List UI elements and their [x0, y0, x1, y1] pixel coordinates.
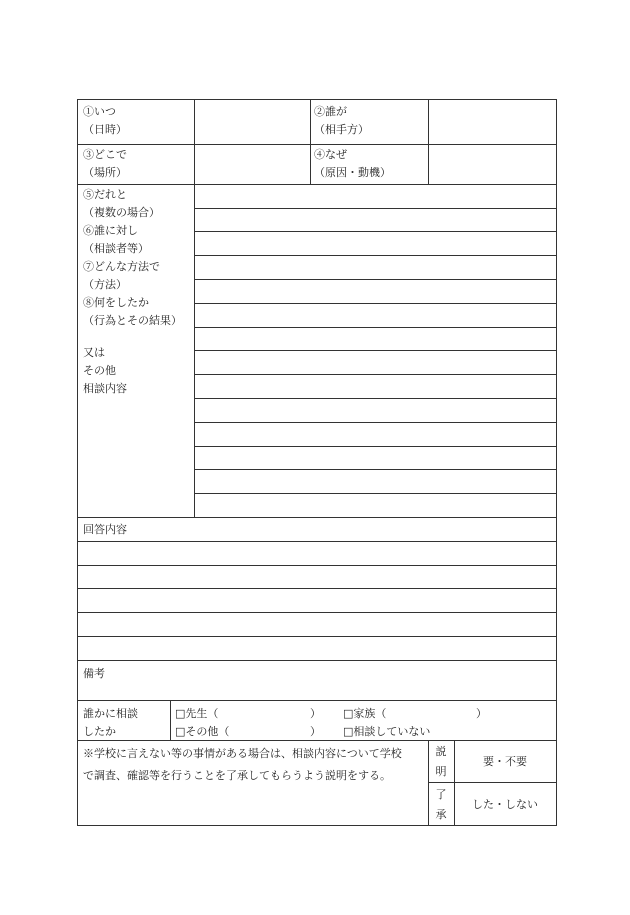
- where-label: ③どこで: [83, 148, 127, 161]
- who-label: ②誰が: [314, 105, 347, 118]
- grid-line: [78, 588, 556, 589]
- details-line: ⑤だれと: [83, 188, 127, 201]
- details-line: （方法）: [83, 278, 127, 291]
- when-sublabel: （日時）: [83, 123, 127, 136]
- grid-line: [194, 303, 556, 304]
- details-line: 相談内容: [83, 382, 127, 395]
- consult-option-family[interactable]: □家族（: [343, 707, 387, 720]
- grid-line: [194, 279, 556, 280]
- grid-line: [428, 782, 556, 783]
- explain-choice[interactable]: 要・不要: [483, 755, 527, 768]
- where-sublabel: （場所）: [83, 166, 127, 179]
- grid-line: [194, 100, 195, 517]
- consultation-form: [77, 99, 557, 826]
- who-sublabel: （相手方）: [314, 123, 369, 136]
- where-label-cell: [83, 146, 193, 182]
- details-label-cell: [83, 186, 195, 398]
- grid-line: [194, 327, 556, 328]
- note-line-2: で調査、確認等を行うことを了承してもらうよう説明をする。: [83, 769, 391, 782]
- grid-line: [194, 255, 556, 256]
- grid-line: [194, 374, 556, 375]
- grid-line: [194, 469, 556, 470]
- details-line: ⑧何をしたか: [83, 296, 149, 309]
- grid-line: [428, 100, 429, 184]
- details-line: （複数の場合）: [83, 206, 160, 219]
- consult-label-line2: したか: [83, 725, 116, 738]
- consult-family-close: ）: [476, 707, 487, 720]
- grid-line: [428, 740, 429, 825]
- details-line: その他: [83, 364, 116, 377]
- consult-other-close: ）: [310, 725, 321, 738]
- answer-field[interactable]: [78, 541, 556, 660]
- explain-label: 説 明: [435, 745, 447, 778]
- grid-line: [78, 700, 556, 701]
- details-line: 又は: [83, 346, 105, 359]
- grid-line: [78, 517, 556, 518]
- grid-line: [194, 493, 556, 494]
- grid-line: [78, 565, 556, 566]
- when-label: ①いつ: [83, 105, 116, 118]
- grid-line: [454, 740, 455, 825]
- consult-teacher-close: ）: [310, 707, 321, 720]
- grid-line: [78, 144, 556, 145]
- grid-line: [310, 100, 311, 184]
- grid-line: [78, 541, 556, 542]
- details-line: ⑥誰に対し: [83, 224, 138, 237]
- grid-line: [78, 184, 556, 185]
- details-line: （相談者等）: [83, 242, 149, 255]
- who-label-cell: [314, 103, 424, 139]
- consult-label-cell: [83, 705, 173, 741]
- grid-line: [194, 446, 556, 447]
- who-field[interactable]: [428, 100, 556, 144]
- remarks-label: 備考: [83, 667, 105, 680]
- consult-option-teacher[interactable]: □先生（: [175, 707, 219, 720]
- consult-option-none[interactable]: □相談していない: [343, 725, 431, 738]
- consent-label: 了 承: [435, 788, 447, 821]
- grid-line: [194, 350, 556, 351]
- where-field[interactable]: [194, 144, 310, 184]
- why-field[interactable]: [428, 144, 556, 184]
- why-label-cell: [314, 146, 424, 182]
- details-line: （行為とその結果）: [83, 314, 182, 327]
- note-text: [83, 743, 428, 787]
- remarks-field[interactable]: [78, 680, 556, 700]
- grid-line: [194, 231, 556, 232]
- details-line: [83, 330, 195, 344]
- why-sublabel: （原因・動機）: [314, 166, 391, 179]
- grid-line: [194, 208, 556, 209]
- grid-line: [194, 422, 556, 423]
- answer-label: 回答内容: [83, 523, 127, 536]
- consent-choice[interactable]: した・しない: [472, 798, 538, 811]
- grid-line: [170, 700, 171, 740]
- why-label: ④なぜ: [314, 148, 347, 161]
- when-label-cell: [83, 103, 193, 139]
- consult-option-other[interactable]: □その他（: [175, 725, 230, 738]
- details-line: ⑦どんな方法で: [83, 260, 160, 273]
- grid-line: [78, 740, 556, 741]
- consult-label-line1: 誰かに相談: [83, 707, 138, 720]
- grid-line: [78, 612, 556, 613]
- grid-line: [78, 636, 556, 637]
- grid-line: [78, 660, 556, 661]
- grid-line: [194, 398, 556, 399]
- when-field[interactable]: [194, 100, 310, 144]
- note-line-1: ※学校に言えない等の事情がある場合は、相談内容について学校: [83, 747, 402, 760]
